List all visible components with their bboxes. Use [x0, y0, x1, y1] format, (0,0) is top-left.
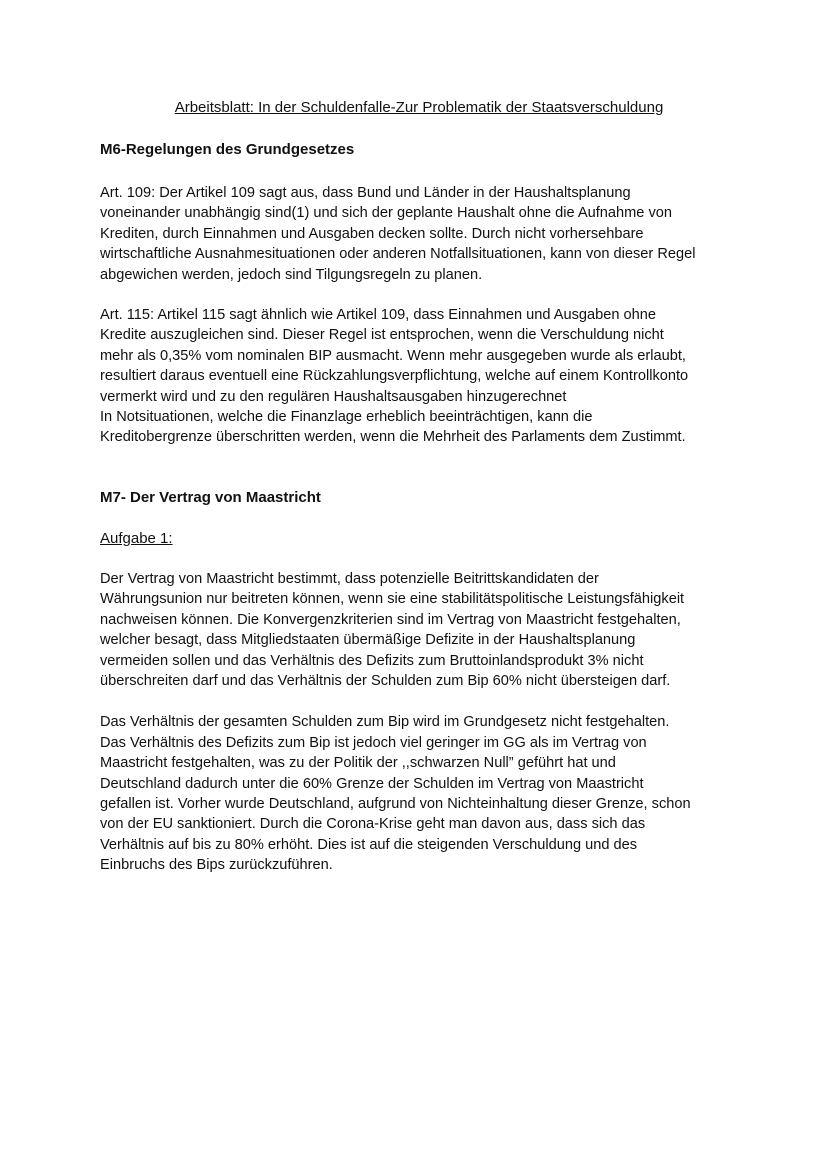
text-line: wirtschaftliche Ausnahmesituationen oder anderen Notfallsituationen, kann von dieser Regel: [100, 246, 696, 263]
text-line: Einbruchs des Bips zurückzuführen.: [100, 857, 333, 874]
document-title: Arbeitsblatt: In der Schuldenfalle-Zur Problematik der Staatsverschuldung: [174, 99, 664, 116]
text-line: Währungsunion nur beitreten können, wenn sie eine stabilitätspolitische Leistungsfähigkeit: [100, 591, 685, 608]
paragraph-art-109: [100, 183, 732, 285]
text-line: Art. 109: Der Artikel 109 sagt aus, dass Bund und Länder in der Haushaltsplanung: [100, 185, 631, 201]
text-line: In Notsituationen, welche die Finanzlage erheblich beeinträchtigen, kann die: [100, 409, 593, 426]
text-line: vermerkt wird und zu den regulären Haushaltsausgaben hinzugerechnet: [100, 388, 567, 405]
paragraph-art-115: [100, 305, 732, 448]
text-line: Kredite auszugleichen sind. Dieser Regel ist entsprochen, wenn die Verschuldung nicht: [100, 327, 664, 344]
text-line: Verhältnis auf bis zu 80% erhöht. Dies ist auf die steigenden Verschuldung und des: [100, 836, 638, 853]
text-line: Das Verhältnis der gesamten Schulden zum Bip wird im Grundgesetz nicht festgehalten.: [100, 714, 670, 731]
text-line: von der EU sanktioniert. Durch die Corona-Krise geht man davon aus, dass sich das: [100, 816, 646, 833]
text-line: Maastricht festgehalten, was zu der Politik der ,,schwarzen Null” geführt hat und: [100, 755, 616, 772]
document-page: [100, 98, 732, 876]
text-line: Deutschland dadurch unter die 60% Grenze der Schulden im Vertrag von Maastricht: [100, 775, 644, 792]
text-line: Der Vertrag von Maastricht bestimmt, dass potenzielle Beitrittskandidaten der: [100, 570, 599, 587]
text-line: Das Verhältnis des Defizits zum Bip ist jedoch viel geringer im GG als im Vertrag von: [100, 734, 647, 751]
paragraph-maastricht-criteria: [100, 569, 732, 691]
text-line: Krediten, durch Einnahmen und Ausgaben decken sollte. Durch nicht vorhersehbare: [100, 225, 644, 242]
text-line: nachweisen können. Die Konvergenzkriterien sind im Vertrag von Maastricht festgehalten,: [100, 611, 681, 628]
text-line: überschreiten darf und das Verhältnis der Schulden zum Bip 60% nicht übersteigen darf.: [100, 672, 671, 689]
paragraph-debt-comparison: [100, 712, 732, 875]
text-line: vermeiden sollen und das Verhältnis des Defizits zum Bruttoinlandsprodukt 3% nicht: [100, 652, 644, 669]
text-line: gefallen ist. Vorher wurde Deutschland, aufgrund von Nichteinhaltung dieser Grenze, schon: [100, 795, 691, 812]
text-line: Kreditobergrenze überschritten werden, wenn die Mehrheit des Parlaments dem Zustimmt.: [100, 429, 686, 446]
task-label: Aufgabe 1:: [100, 529, 173, 547]
text-line: resultiert daraus eventuell eine Rückzahlungsverpflichtung, welche auf einem Kontrollkonto: [100, 368, 689, 385]
section-heading-m6: M6-Regelungen des Grundgesetzes: [100, 141, 355, 158]
section-heading-m7: M7- Der Vertrag von Maastricht: [100, 488, 321, 506]
text-line: welcher besagt, dass Mitgliedstaaten übermäßige Defizite in der Haushaltsplanung: [100, 632, 636, 649]
text-line: voneinander unabhängig sind(1) und sich der geplante Haushalt ohne die Aufnahme von: [100, 205, 673, 222]
text-line: mehr als 0,35% vom nominalen BIP ausmacht. Wenn mehr ausgegeben wurde als erlaubt,: [100, 347, 686, 364]
text-line: Art. 115: Artikel 115 sagt ähnlich wie Artikel 109, dass Einnahmen und Ausgaben ohne: [100, 307, 657, 324]
text-line: abgewichen werden, jedoch sind Tilgungsregeln zu planen.: [100, 266, 483, 283]
